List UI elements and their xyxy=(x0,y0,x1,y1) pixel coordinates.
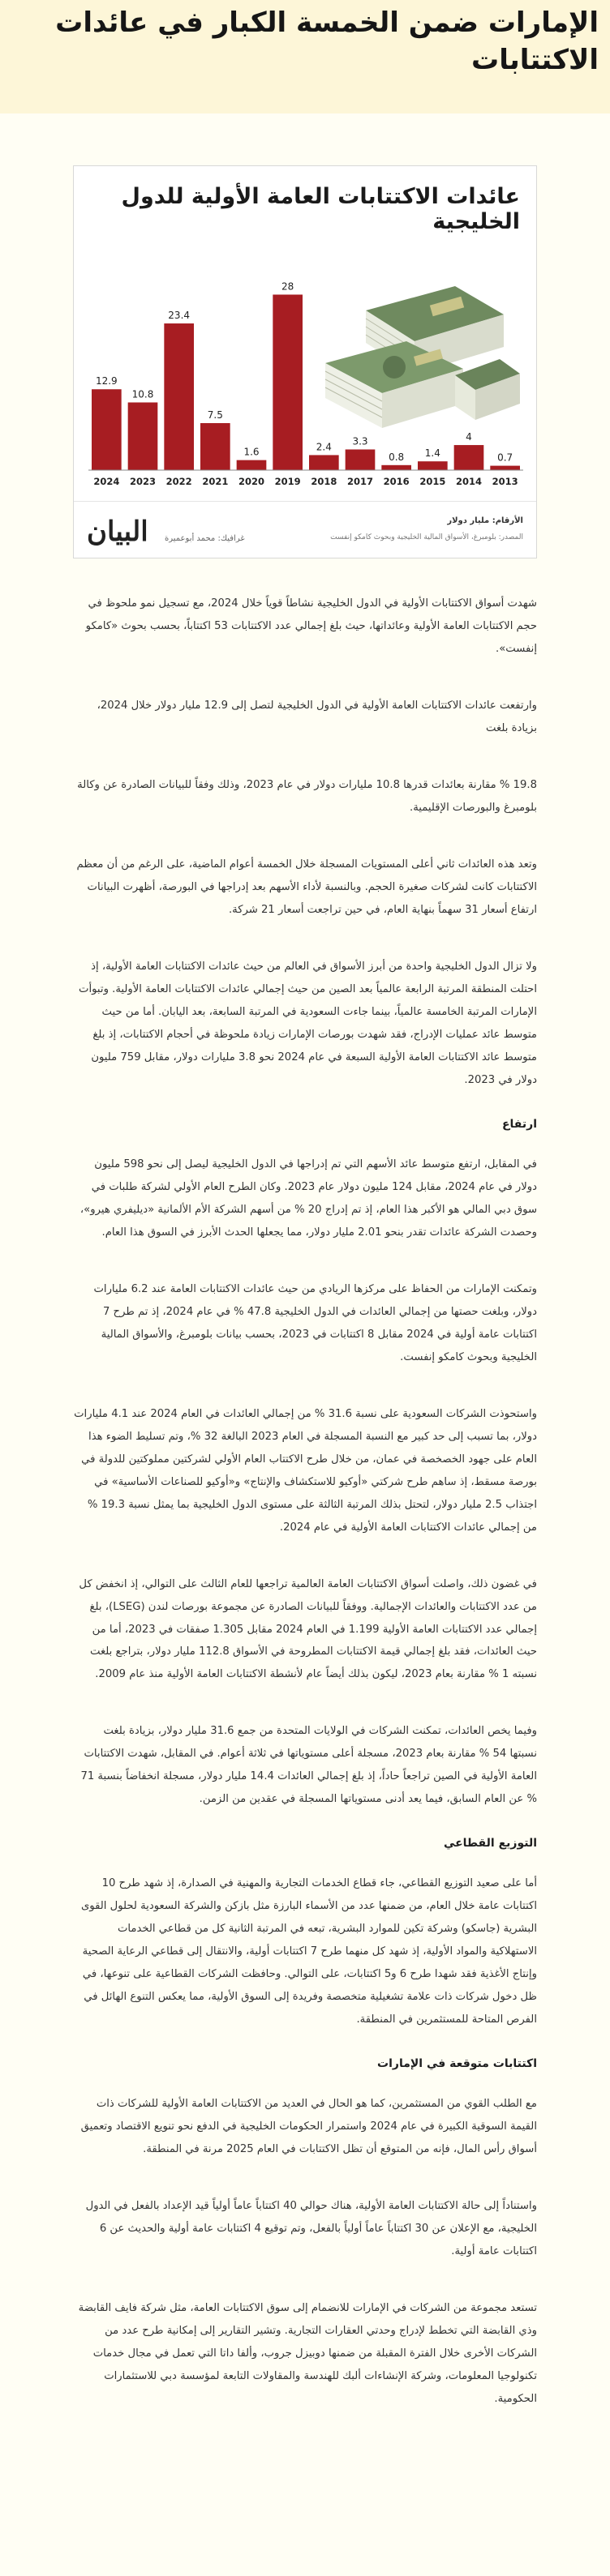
bar-2019 xyxy=(273,294,303,470)
bar-2013 xyxy=(490,466,520,470)
value-label-2021: 7.5 xyxy=(207,409,223,421)
value-label-2020: 1.6 xyxy=(243,446,260,458)
bar-2016 xyxy=(381,465,411,470)
year-label-2017: 2017 xyxy=(346,476,374,487)
infographic-footer xyxy=(74,501,536,558)
year-label-2019: 2019 xyxy=(274,476,301,487)
year-label-2022: 2022 xyxy=(165,476,192,487)
year-label-2021: 2021 xyxy=(202,476,229,487)
bar-2024 xyxy=(92,389,122,470)
year-label-2020: 2020 xyxy=(238,476,265,487)
article-body xyxy=(73,593,537,2411)
section-heading: ارتفاع xyxy=(501,1117,537,1131)
units-note: الأرقام: مليار دولار xyxy=(447,516,523,525)
value-label-2024: 12.9 xyxy=(95,375,118,387)
source-note: المصدر: بلومبرغ، الأسواق المالية الخليجية وبحوث كامكو إنفست xyxy=(330,533,523,541)
bar-2018 xyxy=(309,455,339,470)
value-label-2016: 0.8 xyxy=(389,451,405,463)
article-paragraph: أما على صعيد التوزيع القطاعي، جاء قطاع الخدمات التجارية والمهنية في الصدارة، إذ شهد طرح 10 اكتتابات عامة خلال العام، من ضمنها عدد من الأسماء البارزة مثل بازكن والشركة السعودية لحلول القوى البشرية (جاسكو) وشركة تكين للموارد البشرية، تبعه في المرتبة الثانية كل من قطاعي الخدمات الاستهلاكية والمواد الأولية، إذ شهد كل منهما طرح 7 اكتتابات أولية، والانتقال إلى قطاعي الرعاية الصحية وإنتاج الأغذية فقد شهدا طرح 6 و5 اكتتابات، على التوالي. وحافظت الشركات القطاعية على تنوعها، في ظل دخول شركات ذات علامة تشغيلية متخصصة وفريدة إلى السوق الأولية، مما يعكس التنوع الهائل في الفرص المتاحة للمستثمرين في المنطقة. xyxy=(80,1877,537,2026)
bar-2017 xyxy=(346,449,376,470)
article-paragraph: في المقابل، ارتفع متوسط عائد الأسهم التي تم إدراجها في الدول الخليجية ليصل إلى نحو 598 مليون دولار في عام 2024، مقابل 124 مليون دولار عام 2023. وكان الطرح العام الأولي لشركة طلبات في سوق دبي المالي هو الأكبر هذا العام، إذ تم إدراج 20 % من أسهم الشركة الأم الألمانية «ديليفري هيرو»، وحصدت الشركة عائدات تقدر بنحو 2.01 مليار دولار، مما يجعلها الحدث الأبرز في السوق هذا العام. xyxy=(79,1157,537,1239)
article-paragraph: في غضون ذلك، واصلت أسواق الاكتتابات العامة العالمية تراجعها للعام الثالث على التوالي، إذ انخفض كل من عدد الاكتتابات والعائدات الإجمالية. ووفقاً للبيانات الصادرة عن مجموعة بورصات لندن (LSEG)، بلغ إجمالي عدد الاكتتابات العامة الأولية 1.199 في العام 2024 مقابل 1.305 صفقات في 2023، أما من حيث العائدات، فقد بلغ إجمالي قيمة الاكتتابات المطروحة في الأسواق 112.8 مليار دولار، بتراجع بلغت نسبته 1 % مقارنة بعام 2023، ليكون بذلك أيضاً عام لأنشطة الاكتتابات العامة الأولية منذ عام 2009. xyxy=(79,1577,537,1681)
year-label-2024: 2024 xyxy=(93,476,120,487)
headline-band xyxy=(0,0,610,113)
bar-2021 xyxy=(200,423,230,470)
albayan-logo: البيان xyxy=(87,516,148,548)
article-paragraph: مع الطلب القوي من المستثمرين، كما هو الحال في العديد من الاكتتابات العامة الأولية للشركات ذات القيمة السوقية الكبيرة في عام 2024 واستمرار الحكومات الخليجية في الدفع نحو تنويع الاقتصاد وتعميق أسواق رأس المال، فإنه من المتوقع أن تظل الاكتتابات في العام 2025 مرنة في المنطقة. xyxy=(80,2098,537,2156)
article-paragraph: شهدت أسواق الاكتتابات الأولية في الدول الخليجية نشاطاً قوياً خلال 2024، مع تسجيل نمو ملحوظ في حجم الاكتتابات العامة الأولية وعائداتها، حيث بلغ إجمالي عدد الاكتتابات 53 اكتتاباً، بحسب بحوث «كامكو إنفست». xyxy=(85,597,537,655)
bar-2015 xyxy=(418,461,448,470)
value-label-2022: 23.4 xyxy=(168,310,191,322)
value-label-2018: 2.4 xyxy=(316,441,332,453)
bar-2023 xyxy=(128,402,158,470)
year-label-2014: 2014 xyxy=(455,476,483,487)
year-label-2015: 2015 xyxy=(419,476,446,487)
banknote-stacks-icon xyxy=(317,278,522,440)
article-paragraph: وتمكنت الإمارات من الحفاظ على مركزها الريادي من حيث عائدات الاكتتابات العامة عند 6.2 مليارات دولار، وبلغت حصتها من إجمالي العائدات في الدول الخليجية 47.8 % في عام 2024، إذ تم طرح 7 اكتتابات عامة أولية في 2024 مقابل 8 اكتتابات في 2023، بحسب بيانات بلومبرغ، والأسواق المالية الخليجية وبحوث كامكو إنفست. xyxy=(93,1282,537,1363)
value-label-2019: 28 xyxy=(281,280,294,293)
article-paragraph: وارتفعت عائدات الاكتتابات العامة الأولية في الدول الخليجية لتصل إلى 12.9 مليار دولار خلال 2024، بزيادة بلغت xyxy=(97,699,537,734)
year-label-2018: 2018 xyxy=(311,476,337,487)
value-label-2023: 10.8 xyxy=(131,388,154,400)
article-paragraph: واستناداً إلى حالة الاكتتابات العامة الأولية، هناك حوالي 40 اكتتاباً عاماً أولياً قيد الإعداد بالفعل في الدول الخليجية، مع الإعلان عن 30 اكتتاباً عاماً أولياً بالفعل، وتم توقيع 4 اكتتابات عامة أولية والحديث عن 6 اكتتابات عامة أولية. xyxy=(85,2200,537,2258)
section-heading: التوزيع القطاعي xyxy=(443,1837,537,1851)
year-label-2023: 2023 xyxy=(129,476,157,487)
bar-2014 xyxy=(454,445,484,470)
article-paragraph: وفيما يخص العائدات، تمكنت الشركات في الولايات المتحدة من جمع 31.6 مليار دولار، بزيادة بلغت نسبتها 54 % مقارنة بعام 2023، مسجلة أعلى مستوياتها في ثلاثة أعوام. في المقابل، شهدت الاكتتابات العامة الأولية في الصين تراجعاً حاداً، إذ بلغ إجمالي العائدات 14.4 مليار دولار، مسجلة انخفاضاً بنسبة 71 % عن العام السابق، فيما يعد أدنى مستوياتها المسجلة في عقدين من الزمن. xyxy=(80,1725,537,1806)
section-heading: اكتتابات متوقعة في الإمارات xyxy=(377,2057,537,2071)
ipo-infographic xyxy=(73,165,537,558)
article-paragraph: تستعد مجموعة من الشركات في الإمارات للانضمام إلى سوق الاكتتابات العامة، مثل شركة فايف القابضة وذي القابضة التي تخطط لإدراج وحدتي العقارات التجارية. وتشير التقارير إلى إمكانية طرح عدد من الشركات الأخرى خلال الفترة المقبلة من ضمنها دوبيزل جروب، وألفا داتا التي تعمل في مجال خدمات تكنولوجيا المعلومات، وشركة الإنشاءات ألبك للهندسة والمقاولات التابعة لمؤسسة دبي للاستثمارات الحكومية. xyxy=(78,2302,537,2406)
article-paragraph: ولا تزال الدول الخليجية واحدة من أبرز الأسواق في العالم من حيث عائدات الاكتتابات العامة الأولية، إذ احتلت المنطقة المرتبة الرابعة عالمياً بعد الصين من حيث إجمالي عائدات الاكتتابات العامة الأولية. وتبوأت الإمارات المرتبة الخامسة عالمياً، بينما جاءت السعودية في المرتبة السابعة، بعد اليابان. أما من حيث متوسط عائد عمليات الإدراج، فقد شهدت بورصات الإمارات زيادة ملحوظة في أحجام الاكتتابات، إذ بلغ متوسط عائد الاكتتابات العامة الأولية السبعة في عام 2024 نحو 3.8 مليارات دولار، مقابل 759 مليون دولار في 2023. xyxy=(79,960,537,1086)
year-label-2016: 2016 xyxy=(383,476,410,487)
article-paragraph: وتعد هذه العائدات ثاني أعلى المستويات المسجلة خلال الخمسة أعوام الماضية، على الرغم من أن معظم الاكتتابات كانت لشركات صغيرة الحجم. وبالنسبة لأداء الأسهم بعد إدراجها في البورصة، أظهرت البيانات ارتفاع أسعار 31 سهماً بنهاية العام، في حين تراجعت أسعار 21 شركة. xyxy=(76,858,537,916)
article-paragraph: 19.8 % مقارنة بعائدات قدرها 10.8 مليارات دولار في عام 2023، وذلك وفقاً للبيانات الصادرة عن وكالة بلومبرغ والبورصات الإقليمية. xyxy=(77,778,537,814)
value-label-2014: 4 xyxy=(466,431,472,443)
article-content xyxy=(73,113,537,2411)
bar-2020 xyxy=(237,460,267,470)
value-label-2015: 1.4 xyxy=(424,447,440,460)
infographic-title: عائدات الاكتتابات العامة الأولية للدول الخليجية xyxy=(121,184,520,234)
article-paragraph: واستحوذت الشركات السعودية على نسبة 31.6 % من إجمالي العائدات في العام 2024 عند 4.1 مليارات دولار، بما تسبب إلى حد كبير مع النسبة المسجلة في العام 2023 البالغة 32 %، وتم تسليط الضوء هذا العام على جهود الخصخصة في عمان، من خلال طرح الاكتتاب العام الأولي لشركتين مملوكتين للدولة في بورصة مسقط، إذ ساهم طرح شركتي «أوكيو للاستكشاف والإنتاج» و«أوكيو للصناعات الأساسية» في اجتذاب 2.5 مليار دولار، لتحتل بذلك المرتبة الثالثة على مستوى الدول الخليجية بما يمثل نسبة 19.3 % من إجمالي عائدات الاكتتابات العامة الأولية في عام 2024. xyxy=(74,1407,537,1534)
value-label-2017: 3.3 xyxy=(352,435,368,447)
year-label-2013: 2013 xyxy=(492,476,518,487)
article-headline: الإمارات ضمن الخمسة الكبار في عائدات الاكتتابات xyxy=(55,6,599,76)
graphics-credit: غرافيك: محمد أبوعميرة xyxy=(165,534,245,543)
bar-2022 xyxy=(164,323,194,470)
value-label-2013: 0.7 xyxy=(497,451,513,464)
banknote-stack-right xyxy=(455,359,520,420)
